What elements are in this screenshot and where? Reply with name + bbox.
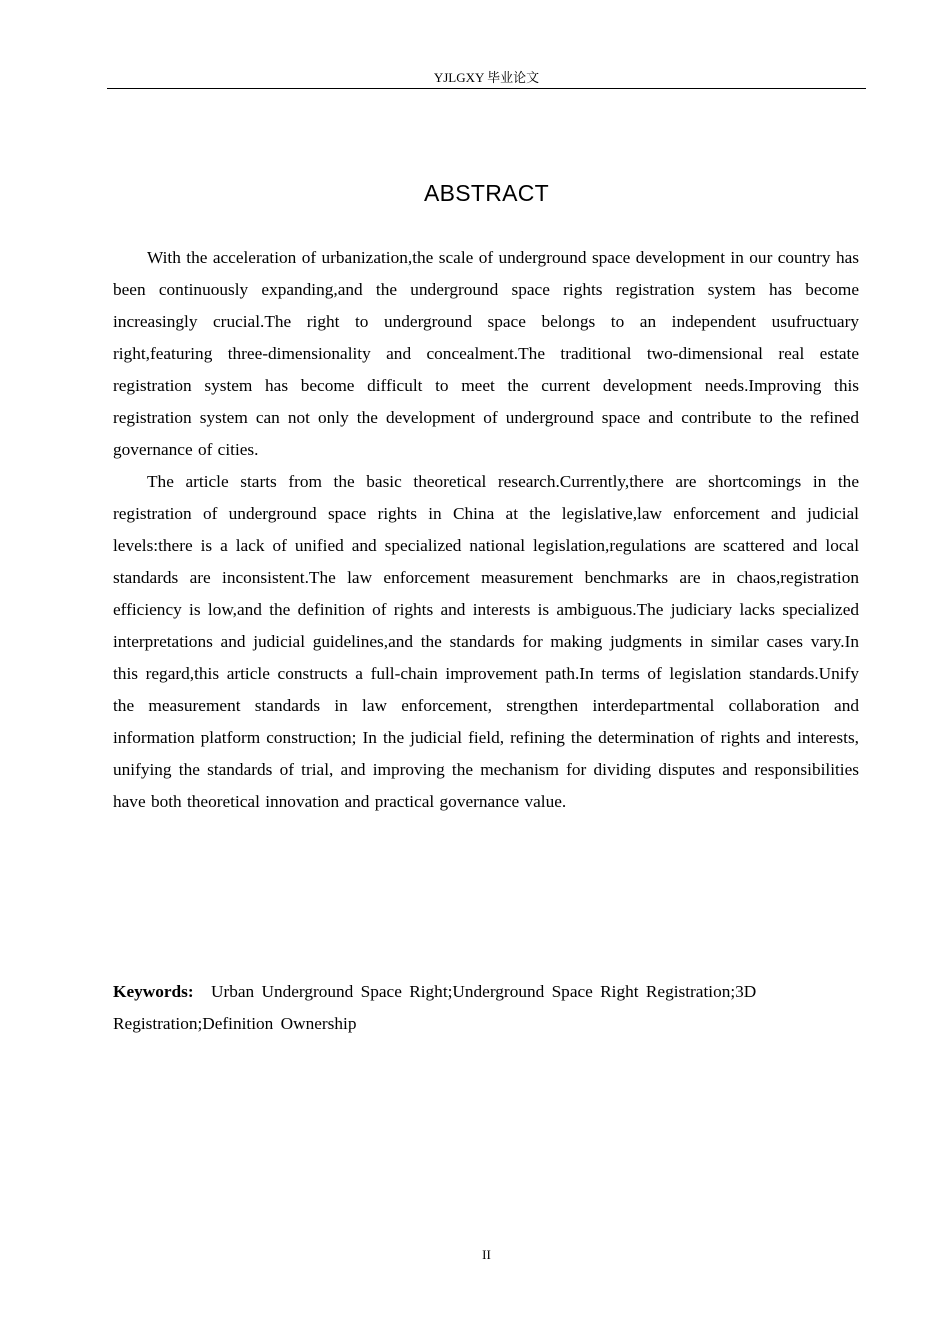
- page-number: II: [482, 1247, 491, 1262]
- keywords-line: [113, 976, 843, 1040]
- keywords-text: Urban Underground Space Right;Underground Space Right Registration;3D Registration;Definition Ownership: [113, 982, 757, 1033]
- keywords-label: Keywords:: [113, 982, 194, 1001]
- abstract-paragraph: The article starts from the basic theoretical research.Currently,there are shortcomings in the registration of underground space rights in China at the legislative,law enforcement and judicial levels:there is a lack of unified and specialized national legislation,regulations are scattered and local standards are inconsistent.The law enforcement measurement benchmarks are in chaos,registration efficiency is low,and the definition of rights and interests is ambiguous.The judiciary lacks specialized interpretations and judicial guidelines,and the standards for making judgments in similar cases vary.In this regard,this article constructs a full-chain improvement path.In terms of legislation standards.Unify the measurement standards in law enforcement, strengthen interdepartmental collaboration and information platform construction; In the judicial field, refining the determination of rights and interests, unifying the standards of trial, and improving the mechanism for dividing disputes and responsibilities have both theoretical innovation and practical governance value.: [113, 472, 859, 811]
- abstract-paragraph: With the acceleration of urbanization,the scale of underground space development in our country has been continuously expanding,and the underground space rights registration system has become increasingly crucial.The right to underground space belongs to an independent usufructuary right,featuring three-dimensionality and concealment.The traditional two-dimensional real estate registration system has become difficult to meet the current development needs.Improving this registration system can not only the development of underground space and contribute to the refined governance of cities.: [113, 248, 859, 459]
- running-header: YJLGXY 毕业论文: [433, 70, 540, 85]
- abstract-title: ABSTRACT: [423, 180, 550, 206]
- abstract-body: [113, 242, 859, 818]
- header-divider: [107, 88, 866, 89]
